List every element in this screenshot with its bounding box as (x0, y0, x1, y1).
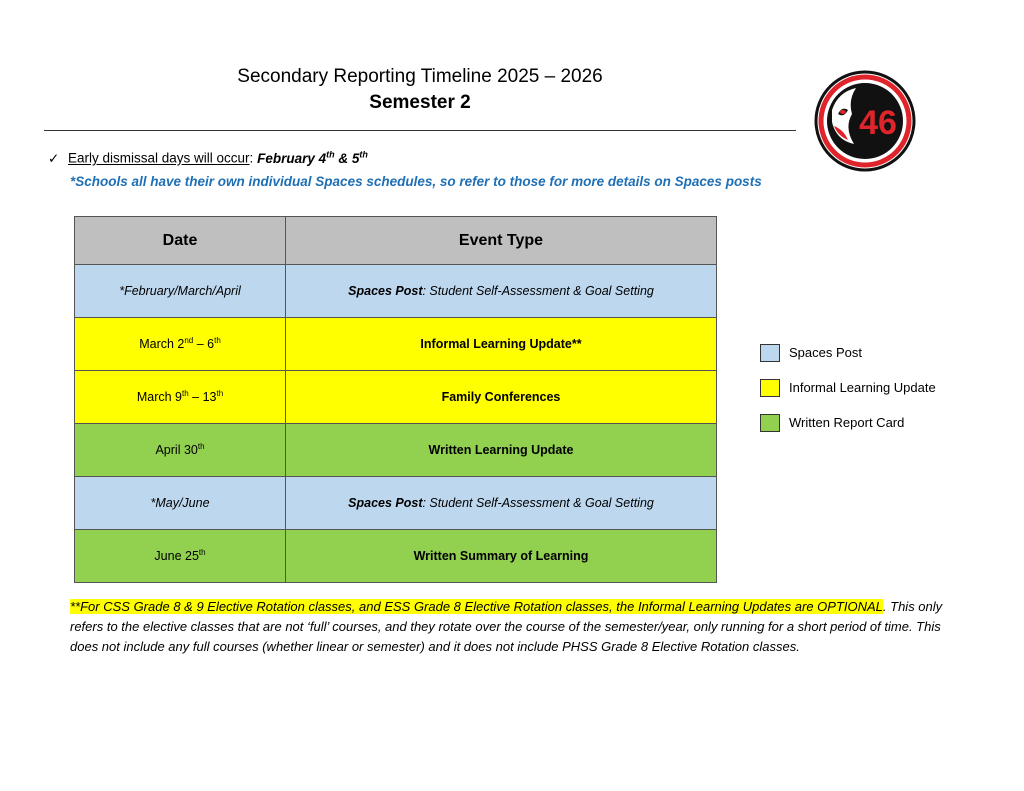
svg-text:46: 46 (859, 104, 897, 142)
event-cell: Spaces Post: Student Self-Assessment & Goal Setting (286, 477, 717, 530)
spaces-schedule-note: *Schools all have their own individual Spaces schedules, so refer to those for more details on Spaces posts (70, 174, 762, 189)
table-row (75, 530, 717, 583)
date-cell: March 9th – 13th (75, 371, 286, 424)
header-divider (44, 130, 796, 131)
footnote-text: . This only refers to the elective classes that are not ‘full’ courses, and they rotate over the course of the semester/year, only running for a short period of time. This does not include any full courses (whether linear or semester) and it does not include PHSS Grade 8 Elective Rotation classes. (70, 599, 943, 654)
event-cell: Spaces Post: Student Self-Assessment & Goal Setting (286, 265, 717, 318)
date-cell: April 30th (75, 424, 286, 477)
early-dismissal-note: ✓ Early dismissal days will occur: February 4th & 5th (48, 149, 368, 166)
event-cell: Written Learning Update (286, 424, 717, 477)
table-row (75, 424, 717, 477)
elective-rotation-footnote (70, 597, 970, 657)
table-row (75, 477, 717, 530)
table-row (75, 371, 717, 424)
check-icon: ✓ (48, 150, 60, 166)
legend-label: Written Report Card (789, 415, 905, 430)
date-cell: March 2nd – 6th (75, 318, 286, 371)
date-cell: *May/June (75, 477, 286, 530)
legend-swatch (760, 379, 780, 397)
legend-label: Informal Learning Update (789, 380, 936, 395)
table-row (75, 318, 717, 371)
legend-swatch (760, 344, 780, 362)
event-cell: Written Summary of Learning (286, 530, 717, 583)
reporting-timeline-table (74, 216, 717, 583)
date-cell: *February/March/April (75, 265, 286, 318)
event-type-column-header: Event Type (286, 217, 717, 265)
date-cell: June 25th (75, 530, 286, 583)
legend-label: Spaces Post (789, 345, 862, 360)
table-row (75, 265, 717, 318)
event-cell: Informal Learning Update** (286, 318, 717, 371)
table-header-row (75, 217, 717, 265)
event-cell: Family Conferences (286, 371, 717, 424)
footnote-highlight: **For CSS Grade 8 & 9 Elective Rotation classes, and ESS Grade 8 Elective Rotation classes, the Informal Learning Updates are OPTIONAL (70, 599, 883, 614)
district-logo (814, 70, 916, 172)
legend-swatch (760, 414, 780, 432)
date-column-header: Date (75, 217, 286, 265)
page-title: Secondary Reporting Timeline 2025 – 2026 (237, 66, 603, 87)
page-subtitle: Semester 2 (369, 92, 471, 113)
